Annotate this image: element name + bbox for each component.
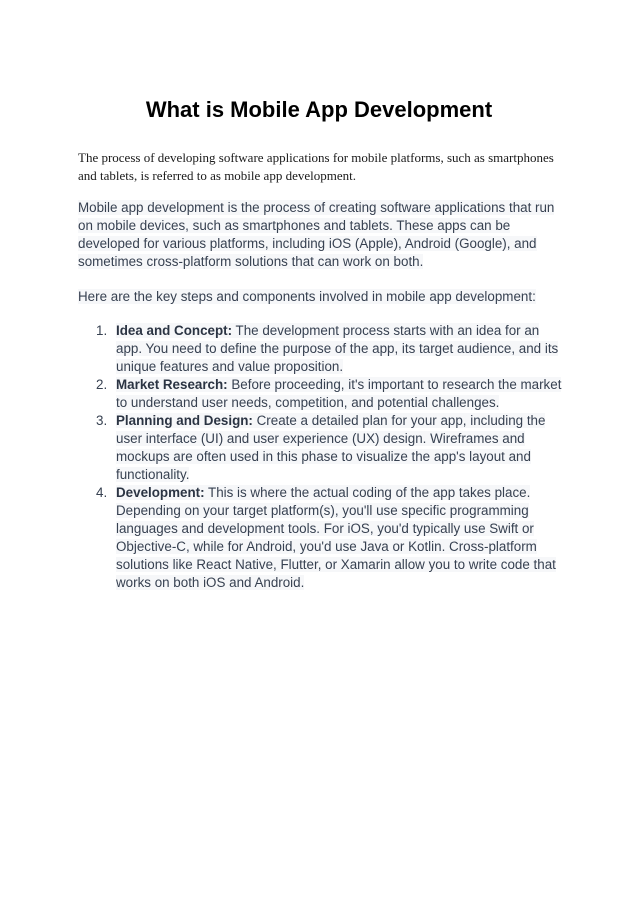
list-item-number: 4. bbox=[96, 485, 108, 500]
list-item bbox=[78, 322, 564, 376]
intro-paragraph bbox=[78, 149, 568, 185]
list-item-number: 2. bbox=[96, 377, 108, 392]
list-item-text: This is where the actual coding of the app takes place. Depending on your target platform(s), you'll use specific programming languages and development tools. For iOS, you'd typically use Swift or Objective-C, while for Android, you'd use Java or Kotlin. Cross-platform solutions like React Native, Flutter, or Xamarin allow you to write code that works on both iOS and Android. bbox=[116, 485, 556, 590]
page-title: What is Mobile App Development bbox=[145, 97, 493, 122]
list-item bbox=[78, 412, 564, 484]
list-item-term: Market Research: bbox=[116, 377, 228, 392]
list-item-text: Before proceeding, it's important to research the market to understand user needs, competition, and potential challenges. bbox=[116, 377, 562, 410]
steps-intro-paragraph bbox=[78, 288, 564, 306]
list-item-term: Idea and Concept: bbox=[116, 323, 233, 338]
steps-intro-text: Here are the key steps and components involved in mobile app development: bbox=[78, 289, 536, 304]
definition-text: Mobile app development is the process of creating software applications that run on mobile devices, such as smartphones and tablets. These apps can be developed for various platforms, including iOS (Apple), Android (Google), and sometimes cross-platform solutions that can work on both. bbox=[78, 200, 555, 269]
list-item-number: 1. bbox=[96, 323, 108, 338]
list-item bbox=[78, 376, 564, 412]
list-item-text: Create a detailed plan for your app, including the user interface (UI) and user experience (UX) design. Wireframes and mockups are often used in this phase to visualize the app's layout and functionality. bbox=[116, 413, 546, 482]
list-item-term: Planning and Design: bbox=[116, 413, 253, 428]
list-item-text: The development process starts with an idea for an app. You need to define the purpose of the app, its target audience, and its unique features and value proposition. bbox=[116, 323, 559, 374]
list-item-number: 3. bbox=[96, 413, 108, 428]
steps-list bbox=[78, 322, 564, 592]
list-item bbox=[78, 484, 564, 592]
definition-paragraph bbox=[78, 199, 564, 271]
intro-text: The process of developing software applications for mobile platforms, such as smartphones and tablets, is referred to as mobile app development. bbox=[78, 150, 554, 183]
list-item-term: Development: bbox=[116, 485, 205, 500]
